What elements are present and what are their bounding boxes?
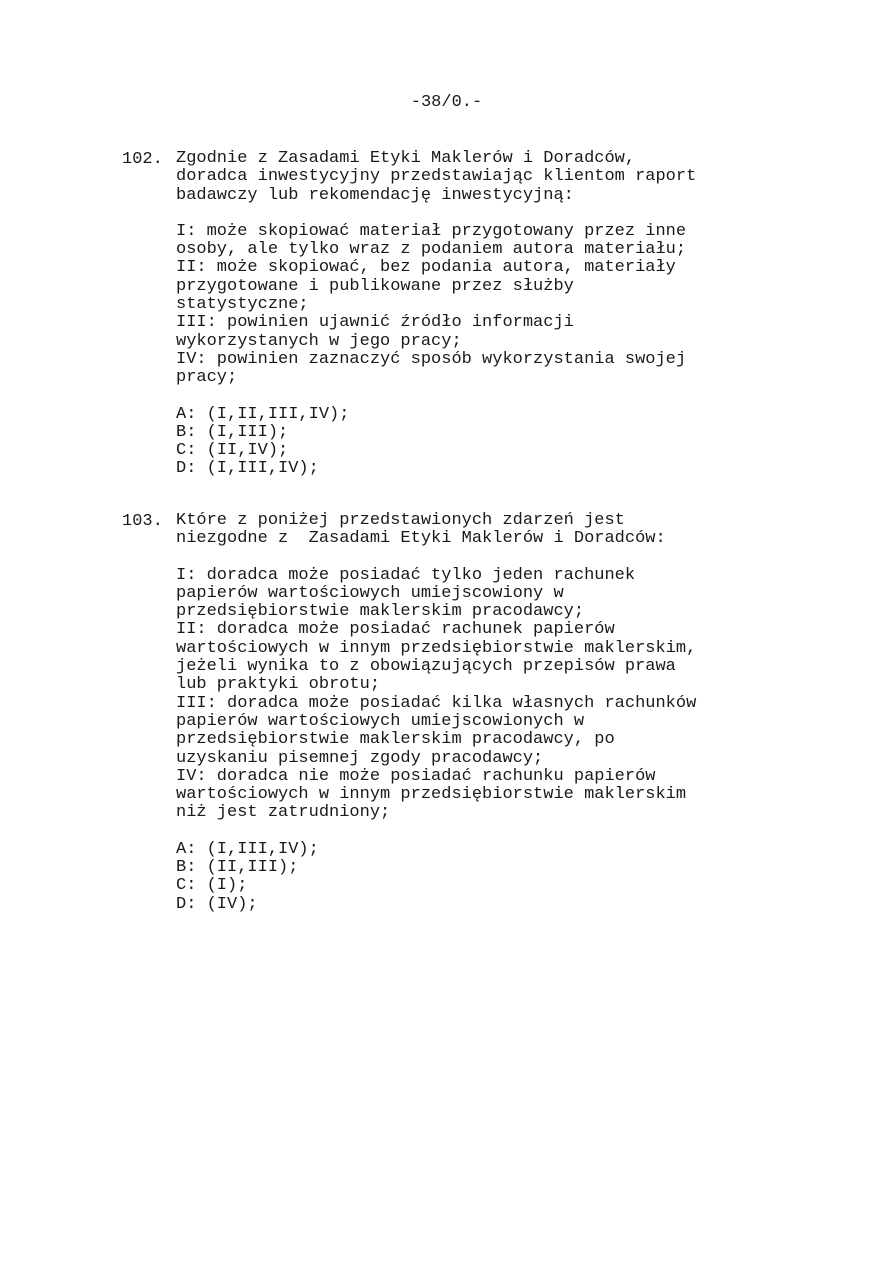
prompt-line: Zgodnie z Zasadami Etyki Maklerów i Doradców,	[176, 149, 636, 168]
statement-line: papierów wartościowych umiejscowionych w	[176, 711, 585, 731]
statement-line: uzyskaniu pisemnej zgody pracodawcy;	[176, 748, 544, 768]
statement-list	[176, 223, 782, 388]
statement-line: przedsiębiorstwie maklerskim pracodawcy, po	[176, 730, 615, 750]
statement-line: lub praktyki obrotu;	[176, 675, 381, 695]
statement-line: I: doradca może posiadać tylko jeden rachunek	[176, 565, 636, 585]
answer-option-d: D: (I,III,IV);	[176, 459, 319, 479]
statement-line: wartościowych w innym przedsiębiorstwie maklerskim	[176, 785, 687, 805]
statement-line: pracy;	[176, 368, 238, 388]
prompt-line: badawczy lub rekomendację inwestycyjną:	[176, 185, 574, 205]
question-103	[122, 512, 782, 914]
question-body	[176, 512, 782, 914]
statement-line: wykorzystanych w jego pracy;	[176, 331, 462, 351]
statement-line: III: powinien ujawnić źródło informacji	[176, 313, 574, 333]
prompt-line: doradca inwestycyjny przedstawiając klientom raport	[176, 167, 697, 187]
answer-option-a: A: (I,II,III,IV);	[176, 404, 350, 424]
statement-line: wartościowych w innym przedsiębiorstwie maklerskim,	[176, 638, 697, 658]
question-body	[176, 150, 782, 479]
statement-line: niż jest zatrudniony;	[176, 803, 391, 823]
statement-line: IV: powinien zaznaczyć sposób wykorzystania swojej	[176, 349, 687, 369]
statement-line: II: doradca może posiadać rachunek papierów	[176, 620, 615, 640]
answer-options	[176, 841, 782, 914]
prompt-line: niezgodne z Zasadami Etyki Maklerów i Doradców:	[176, 529, 666, 549]
statement-line: statystyczne;	[176, 295, 309, 315]
answer-option-a: A: (I,III,IV);	[176, 839, 319, 859]
statement-line: papierów wartościowych umiejscowiony w	[176, 583, 564, 603]
question-prompt	[176, 150, 782, 205]
question-prompt	[176, 512, 782, 549]
answer-options	[176, 406, 782, 479]
statement-line: osoby, ale tylko wraz z podaniem autora materiału;	[176, 240, 687, 260]
prompt-line: Które z poniżej przedstawionych zdarzeń jest	[176, 511, 625, 530]
statement-line: IV: doradca nie może posiadać rachunku papierów	[176, 766, 656, 786]
statement-line: przygotowane i publikowane przez służby	[176, 276, 574, 296]
answer-option-b: B: (I,III);	[176, 422, 289, 442]
statement-line: jeżeli wynika to z obowiązujących przepisów prawa	[176, 657, 676, 677]
answer-option-c: C: (I);	[176, 876, 248, 896]
answer-option-d: D: (IV);	[176, 894, 258, 914]
page-number-header: -38/0.-	[410, 93, 483, 112]
statement-list	[176, 567, 782, 823]
question-number: 102.	[122, 150, 163, 169]
statement-line: III: doradca może posiadać kilka własnych rachunków	[176, 693, 697, 713]
answer-option-b: B: (II,III);	[176, 858, 299, 878]
statement-line: przedsiębiorstwie maklerskim pracodawcy;	[176, 602, 585, 622]
statement-line: I: może skopiować materiał przygotowany przez inne	[176, 221, 687, 241]
question-number: 103.	[122, 512, 163, 531]
question-102	[122, 150, 782, 479]
statement-line: II: może skopiować, bez podania autora, materiały	[176, 258, 676, 278]
answer-option-c: C: (II,IV);	[176, 441, 289, 461]
